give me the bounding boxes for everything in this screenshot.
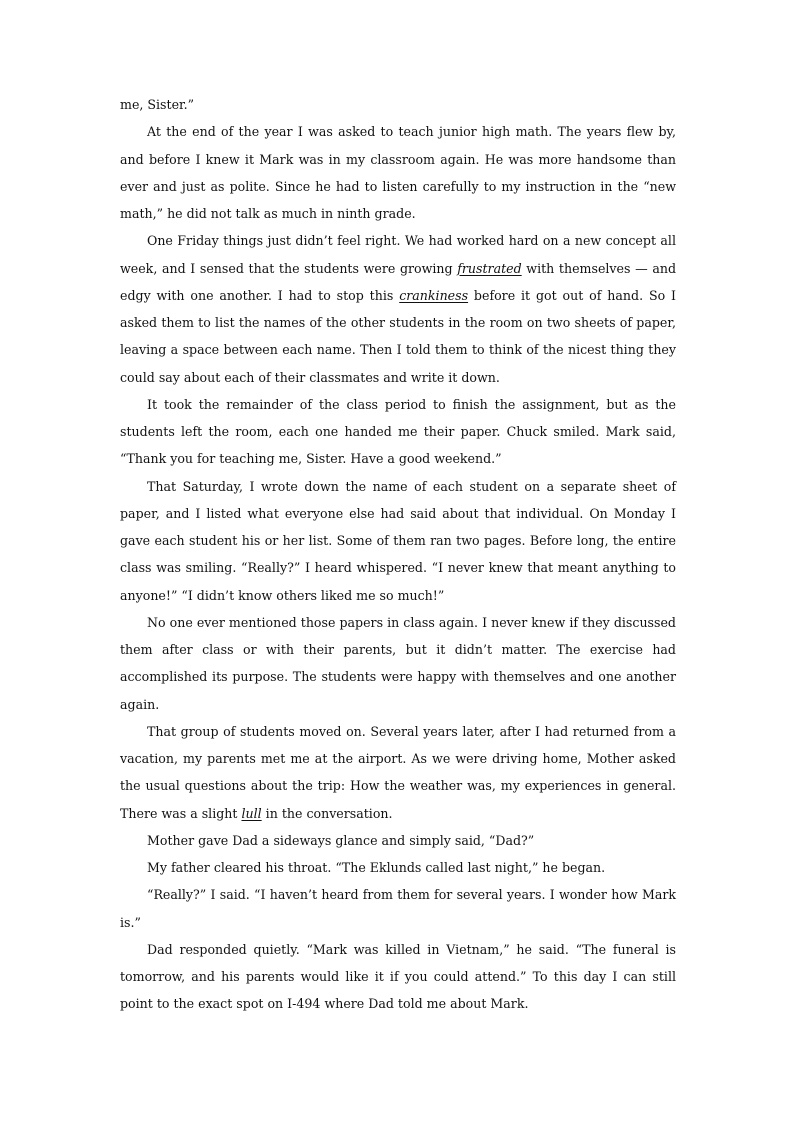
vocab-word-lull: lull: [241, 805, 262, 821]
paragraph-3-part-2: with themselves — and edgy with one another. I had to stop this: [120, 260, 677, 303]
paragraph-10: “Really?” I said. “I haven’t heard from them for several years. I wonder how Mark is.”: [120, 887, 676, 930]
document-page: [120, 91, 676, 1018]
paragraph-3: [120, 227, 676, 391]
vocab-word-frustrated: frustrated: [457, 260, 522, 276]
paragraph-6: No one ever mentioned those papers in class again. I never knew if they discussed them after class or with their parents, but it didn’t matter. The exercise had accomplished its purpose. The students were happy with themselves and one another again.: [120, 614, 676, 712]
paragraph-7-part-1: That group of students moved on. Several years later, after I had returned from a vacation, my parents met me at the airport. As we were driving home, Mother asked the usual questions about the trip: How the weather was, my experiences in general. There was a slight: [120, 723, 676, 821]
paragraph-3-part-1: One Friday things just didn’t feel right. We had worked hard on a new concept all week, and I sensed that the students were growing: [120, 233, 676, 276]
paragraph-5: That Saturday, I wrote down the name of each student on a separate sheet of paper, and I listed what everyone else had said about that individual. On Monday I gave each student his or her list. Some of them ran two pages. Before long, the entire class was smiling. “Really?” I heard whispered. “I never knew that meant anything to anyone!” “I didn’t know others liked me so much!”: [120, 478, 676, 603]
paragraph-8: Mother gave Dad a sideways glance and simply said, “Dad?”: [147, 832, 535, 848]
vocab-word-crankiness: crankiness: [399, 287, 469, 303]
paragraph-4: It took the remainder of the class period to finish the assignment, but as the students left the room, each one handed me their paper. Chuck smiled. Mark said, “Thank you for teaching me, Sister. Have a good weekend.”: [120, 396, 676, 467]
paragraph-2: At the end of the year I was asked to teach junior high math. The years flew by, and before I knew it Mark was in my classroom again. He was more handsome than ever and just as polite. Since he had to listen carefully to my instruction in the “new math,” he did not talk as much in ninth grade.: [120, 124, 676, 221]
paragraph-9: My father cleared his throat. “The Eklunds called last night,” he began.: [147, 860, 606, 875]
paragraph-7: [120, 718, 676, 827]
paragraph-3-part-3: before it got out of hand. So I asked them to list the names of the other students in the room on two sheets of paper, leaving a space between each name. Then I told them to think of the nicest thing they could say about each of their classmates and write it down.: [120, 287, 676, 385]
paragraph-1: me, Sister.”: [120, 97, 195, 112]
paragraph-11: Dad responded quietly. “Mark was killed in Vietnam,” he said. “The funeral is tomorrow, and his parents would like it if you could attend.” To this day I can still point to the exact spot on I-494 where Dad told me about Mark.: [120, 941, 676, 1012]
paragraph-7-part-2: in the conversation.: [261, 805, 393, 821]
